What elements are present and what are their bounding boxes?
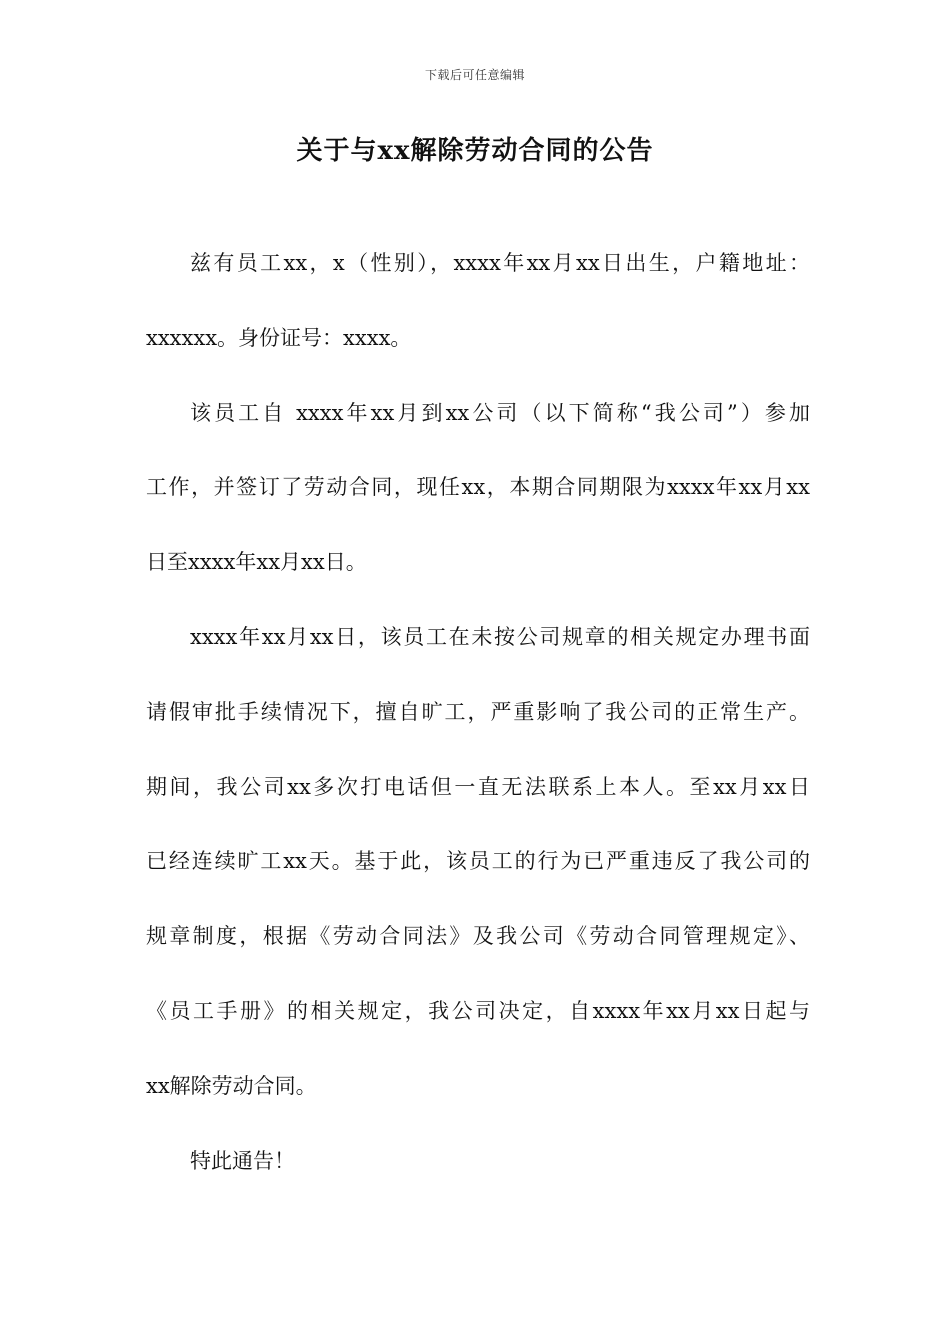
text-line: 期间，我公司xx多次打电话但一直无法联系上本人。至xx月xx日 [146, 774, 810, 799]
paragraph-employee-info [146, 226, 810, 376]
text-line: 特此通告！ [190, 1148, 295, 1173]
paragraph-closing [146, 1124, 810, 1199]
text-line: 规章制度，根据《劳动合同法》及我公司《劳动合同管理规定》、 [146, 924, 810, 949]
text-line: 兹有员工xx，x（性别），xxxx年xx月xx日出生，户籍地址： [190, 251, 810, 275]
document-body [146, 226, 810, 1198]
text-line: xxxx年xx月xx日，该员工在未按公司规章的相关规定办理书面 [190, 624, 810, 649]
text-line: 请假审批手续情况下，擅自旷工，严重影响了我公司的正常生产。 [146, 699, 810, 724]
document-title: 关于与xx解除劳动合同的公告 [296, 136, 654, 166]
text-line: xxxxxx。身份证号：xxxx。 [146, 325, 412, 350]
paragraph-contract-info [146, 376, 810, 600]
text-line: 工作，并签订了劳动合同，现任xx，本期合同期限为xxxx年xx月xx [146, 475, 810, 500]
text-line: 日至xxxx年xx月xx日。 [146, 550, 367, 575]
text-line: xx解除劳动合同。 [146, 1073, 317, 1098]
paragraph-termination-reason [146, 600, 810, 1124]
text-line: 《员工手册》的相关规定，我公司决定，自xxxx年xx月xx日起与 [146, 998, 810, 1023]
header-note: 下载后可任意编辑 [424, 68, 525, 82]
text-line: 已经连续旷工xx天。基于此，该员工的行为已严重违反了我公司的 [146, 849, 810, 874]
text-line: 该员工自 xxxx年xx月到xx公司（以下简称“我公司”）参加 [190, 400, 810, 425]
